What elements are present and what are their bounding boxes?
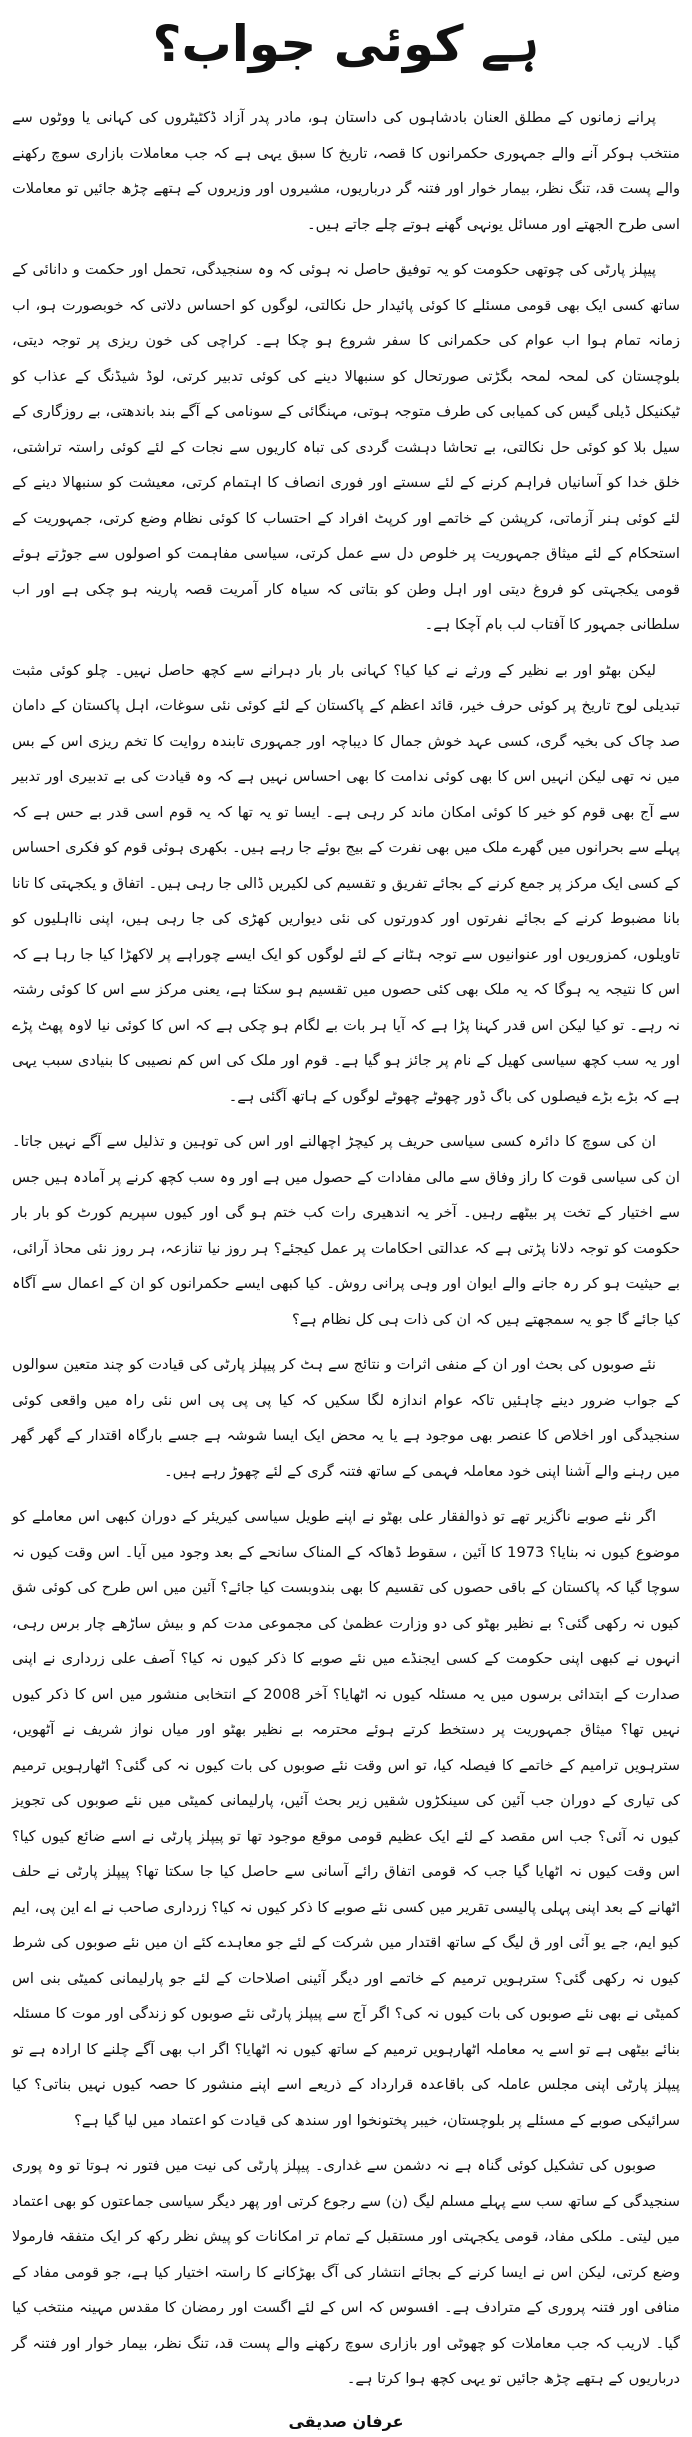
paragraph-2: پیپلز پارٹی کی چوتھی حکومت کو یہ توفیق حاصل نہ ہوئی کہ وہ سنجیدگی، تحمل اور حکمت و دانائی کے ساتھ کسی ایک بھی قومی مسئلے کا کوئی پائیدار حل نکالتی، لوگوں کو احساس دلاتی کہ خوبصورت ہو، اب زمانہ تمام ہوا اب عوام کی حکمرانی کا سفر شروع ہو چکا ہے۔ کراچی کی خون ریزی پر توجہ دیتی، بلوچستان کی لمحہ لمحہ بگڑتی صورتحال کو سنبھالا دینے کی کوئی تدبیر کرتی، لوڈ شیڈنگ کے عذاب کو ٹیکنیکل ڈیلی گیس کی کمیابی کی طرف متوجہ ہوتی، مہنگائی کے سونامی کے آگے بند باندھتی، بے روزگاری کے سیل بلا کو کوئی حل نکالتی، بے تحاشا دہشت گردی کی تباہ کاریوں سے نجات کے لئے کوئی راستہ تراشتی، خلق خدا کو آسانیاں فراہم کرنے کے لئے سستے اور فوری انصاف کا اہتمام کرتی، معیشت کو سنبھالا دینے کے لئے کوئی ہنر آزماتی، کرپشن کے خاتمے اور کرپٹ افراد کے احتساب کا کوئی نظام وضع کرتی، جمہوریت کے استحکام کے لئے میثاق جمہوریت پر خلوص دل سے عمل کرتی، سیاسی مفاہمت کو اصولوں سے جوڑتے ہوئے قومی یکجہتی کو فروغ دیتی اور اہل وطن کو بتاتی کہ سیاہ کار آمریت قصہ پارینہ ہو چکی ہے اور اب سلطانی جمہور کا آفتاب لب بام آچکا ہے۔ xyxy=(12,261,680,633)
column-body xyxy=(12,100,680,2397)
paragraph-6: اگر نئے صوبے ناگزیر تھے تو ذوالفقار علی بھٹو نے اپنے طویل سیاسی کیریئر کے دوران کبھی اس معاملے کو موضوع کیوں نہ بنایا؟ 1973 کا آئین ، سقوط ڈھاکہ کے المناک سانحے کے بعد وجود میں آیا۔ اس وقت کیوں نہ سوچا گیا کہ پاکستان کے باقی حصوں کی تقسیم کا بھی بندوبست کیا جائے؟ آئین میں اس طرح کی کوئی شق کیوں نہ رکھی گئی؟ بے نظیر بھٹو کی دو وزارت عظمیٰ کی مجموعی مدت کم و بیش ساڑھے چار برس رہی، انہوں نے کبھی اپنی حکومت کے کسی ایجنڈے میں نئے صوبے کا ذکر کیوں نہ کیا؟ آصف علی زرداری نے اپنی صدارت کے ابتدائی برسوں میں یہ مسئلہ کیوں نہ اٹھایا؟ آخر 2008 کے انتخابی منشور میں اس کا ذکر کیوں نہیں تھا؟ میثاق جمہوریت پر دستخط کرتے ہوئے محترمہ بے نظیر بھٹو اور میاں نواز شریف نے آٹھویں، سترہویں ترامیم کے خاتمے کا فیصلہ کیا، تو اس وقت نئے صوبوں کی بات کیوں نہ کی گئی؟ اٹھارہویں ترمیم کی تیاری کے دوران جب آئین کی سینکڑوں شقیں زیر بحث آئیں، پارلیمانی کمیٹی میں نئے صوبوں کی تجویز کیوں نہ آئی؟ جب اس مقصد کے لئے ایک عظیم قومی موقع موجود تھا تو پیپلز پارٹی نے اسے ضائع کیوں کیا؟ اس وقت کیوں نہ اٹھایا گیا جب کہ قومی اتفاق رائے آسانی سے حاصل کیا جا سکتا تھا؟ پیپلز پارٹی نے حلف اٹھانے کے بعد اپنی پہلی پالیسی تقریر میں کسی نئے صوبے کا ذکر کیوں نہ کیا؟ زرداری صاحب نے اے این پی، ایم کیو ایم، جے یو آئی اور ق لیگ کے ساتھ اقتدار میں شرکت کے لئے جو معاہدے کئے ان میں نئے صوبوں کی شرط کیوں نہ رکھی گئی؟ سترہویں ترمیم کے خاتمے اور دیگر آئینی اصلاحات کے لئے جو پارلیمانی کمیٹی بنی اس کمیٹی نے بھی نئے صوبوں کی بات کیوں نہ کی؟ اگر آج سے پیپلز پارٹی نئے صوبوں کو زندگی اور موت کا مسئلہ بنائے بیٹھی ہے تو اسے یہ معاملہ اٹھارہویں ترمیم کے ساتھ کیوں نہ اٹھایا؟ اگر اب بھی آگے چلنے کا ارادہ ہے تو پیپلز پارٹی اپنی مجلس عاملہ کی باقاعدہ قرارداد کے ذریعے اسے اپنے منشور کا حصہ کیوں نہیں بناتی؟ کیا سرائیکی صوبے کے مسئلے پر بلوچستان، خیبر پختونخوا اور سندھ کی قیادت کو اعتماد میں لیا گیا ہے؟ xyxy=(12,1508,681,2129)
paragraph-4: ان کی سوچ کا دائرہ کسی سیاسی حریف پر کیچڑ اچھالنے اور اس کی توہین و تذلیل سے آگے نہیں جاتا۔ ان کی سیاسی قوت کا راز وفاق سے مالی مفادات کے حصول میں ہے اور وہ سب کچھ کرنے پر آمادہ ہیں جس سے اختیار کے تخت پر بیٹھے رہیں۔ آخر یہ اندھیری رات کب ختم ہو گی اور کیوں سپریم کورٹ کو بار بار حکومت کو توجہ دلانا پڑتی ہے کہ عدالتی احکامات پر عمل کیجئے؟ ہر روز نیا تنازعہ، ہر روز نئی محاذ آرائی، بے حیثیت ہو کر رہ جانے والے ایوان اور وہی پرانی روش۔ کیا کبھی ایسے حکمرانوں کو ان کے اعمال سے آگاہ کیا جائے گا جو یہ سمجھتے ہیں کہ ان کی ذات ہی کل نظام ہے؟ xyxy=(12,1133,680,1328)
paragraph-3: لیکن بھٹو اور بے نظیر کے ورثے نے کیا کیا؟ کہانی بار بار دہرانے سے کچھ حاصل نہیں۔ چلو کوئی مثبت تبدیلی لوح تاریخ پر کوئی حرف خیر، قائد اعظم کے پاکستان کے لئے کوئی نئی سوغات، اہل پاکستان کے دامان صد چاک کی بخیہ گری، کسی عہد خوش جمال کا دیباچہ اور جمہوری تابندہ روایت کا تخم ریزی اس کے بس میں نہ تھی لیکن انہیں اس کا بھی کوئی ندامت کا بھی احساس نہیں ہے کہ وہ قیادت کی بے تدبیری اور تدبیر سے آج بھی قوم کو خیر کا کوئی امکان ماند کر رہی ہے۔ ایسا تو یہ تھا کہ یہ قوم اسی قدر بے حس ہے کہ پہلے سے بحرانوں میں گھرے ملک میں بھی نفرت کے بیج بوئے جا رہے ہیں۔ بکھری ہوئی قوم کو فکری احساس کے کسی ایک مرکز پر جمع کرنے کے بجائے تفریق و تقسیم کی لکیریں ڈالی جا رہی ہیں۔ اتفاق و یکجہتی کا تانا بانا مضبوط کرنے کے بجائے نفرتوں اور کدورتوں کی نئی دیواریں کھڑی کی جا رہی ہیں، اپنی نااہلیوں کو تاویلوں، کمزوریوں اور عنوانیوں سے توجہ ہٹانے کے لئے لوگوں کو ایک ایسے چوراہے پر لاکھڑا کیا جا رہا ہے کہ اس کا نتیجہ یہ ہوگا کہ یہ ملک بھی کئی حصوں میں تقسیم ہو سکتا ہے، یعنی مرکز سے اس کا کوئی رشتہ نہ رہے۔ تو کیا لیکن اس قدر کہنا پڑا ہے کہ آیا ہر بات بے لگام ہو چکی ہے کہ اس کا کوئی نیا لاوہ پھٹ پڑے اور یہ سب کچھ سیاسی کھیل کے نام پر جائز ہو گیا ہے۔ قوم اور ملک کی اس کم نصیبی کا بنیادی سبب یہی ہے کہ بڑے بڑے فیصلوں کی باگ ڈور چھوٹے چھوٹے لوگوں کے ہاتھ آگئی ہے۔ xyxy=(12,661,680,1105)
paragraph-5: نئے صوبوں کی بحث اور ان کے منفی اثرات و نتائج سے ہٹ کر پیپلز پارٹی کی قیادت کو چند متعین سوالوں کے جواب ضرور دینے چاہئیں تاکہ عوام اندازہ لگا سکیں کہ کیا پی پی پی اس نئی راہ میں واقعی کوئی سنجیدگی اور اخلاص کا عنصر بھی موجود ہے یا یہ محض ایک ایسا شوشہ ہے جسے بارگاہ اقتدار کے گھر گھر میں رہنے والے آشنا اپنی خود معاملہ فہمی کے ساتھ فتنہ گری کے لئے چھوڑ رہے ہیں۔ xyxy=(12,1356,680,1480)
paragraph-7: صوبوں کی تشکیل کوئی گناہ ہے نہ دشمن سے غداری۔ پیپلز پارٹی کی نیت میں فتور نہ ہوتا تو وہ پوری سنجیدگی کے ساتھ سب سے پہلے مسلم لیگ (ن) سے رجوع کرتی اور پھر دیگر سیاسی جماعتوں کو بھی اعتماد میں لیتی۔ ملکی مفاد، قومی یکجہتی اور مستقبل کے تمام تر امکانات کو پیش نظر رکھ کر ایک متفقہ فارمولا وضع کرتی، لیکن اس نے ایسا کرنے کے بجائے انتشار کی آگ بھڑکانے کا راستہ اختیار کیا ہے، جو قومی مفاد کے منافی اور فتنہ پروری کے مترادف ہے۔ افسوس کہ اس کے لئے اگست اور رمضان کا مقدس مہینہ منتخب کیا گیا۔ لاریب کہ جب معاملات کو چھوٹی اور بازاری سوچ رکھنے والے پست قد، تنگ نظر، بیمار خوار اور فتنہ گر درباریوں کے ہتھے چڑھ جائیں تو یہی کچھ ہوا کرتا ہے۔ xyxy=(12,2157,680,2387)
author-byline: عرفان صدیقی xyxy=(288,2411,404,2431)
paragraph-1: پرانے زمانوں کے مطلق العنان بادشاہوں کی داستان ہو، مادر پدر آزاد ڈکٹیٹروں کی کہانی یا ووٹوں سے منتخب ہوکر آنے والے جمہوری حکمرانوں کا قصہ، تاریخ کا سبق یہی ہے کہ جب معاملات بازاری سوچ رکھنے والے پست قد، تنگ نظر، بیمار خوار اور فتنہ گر درباریوں، مشیروں اور وزیروں کے ہتھے چڑھ جائیں تو معاملات اسی طرح الجھتے اور مسائل یونہی گھنے ہوتے چلے جاتے ہیں۔ xyxy=(12,109,680,233)
column-headline: ہے کوئی جواب؟ xyxy=(152,15,540,73)
